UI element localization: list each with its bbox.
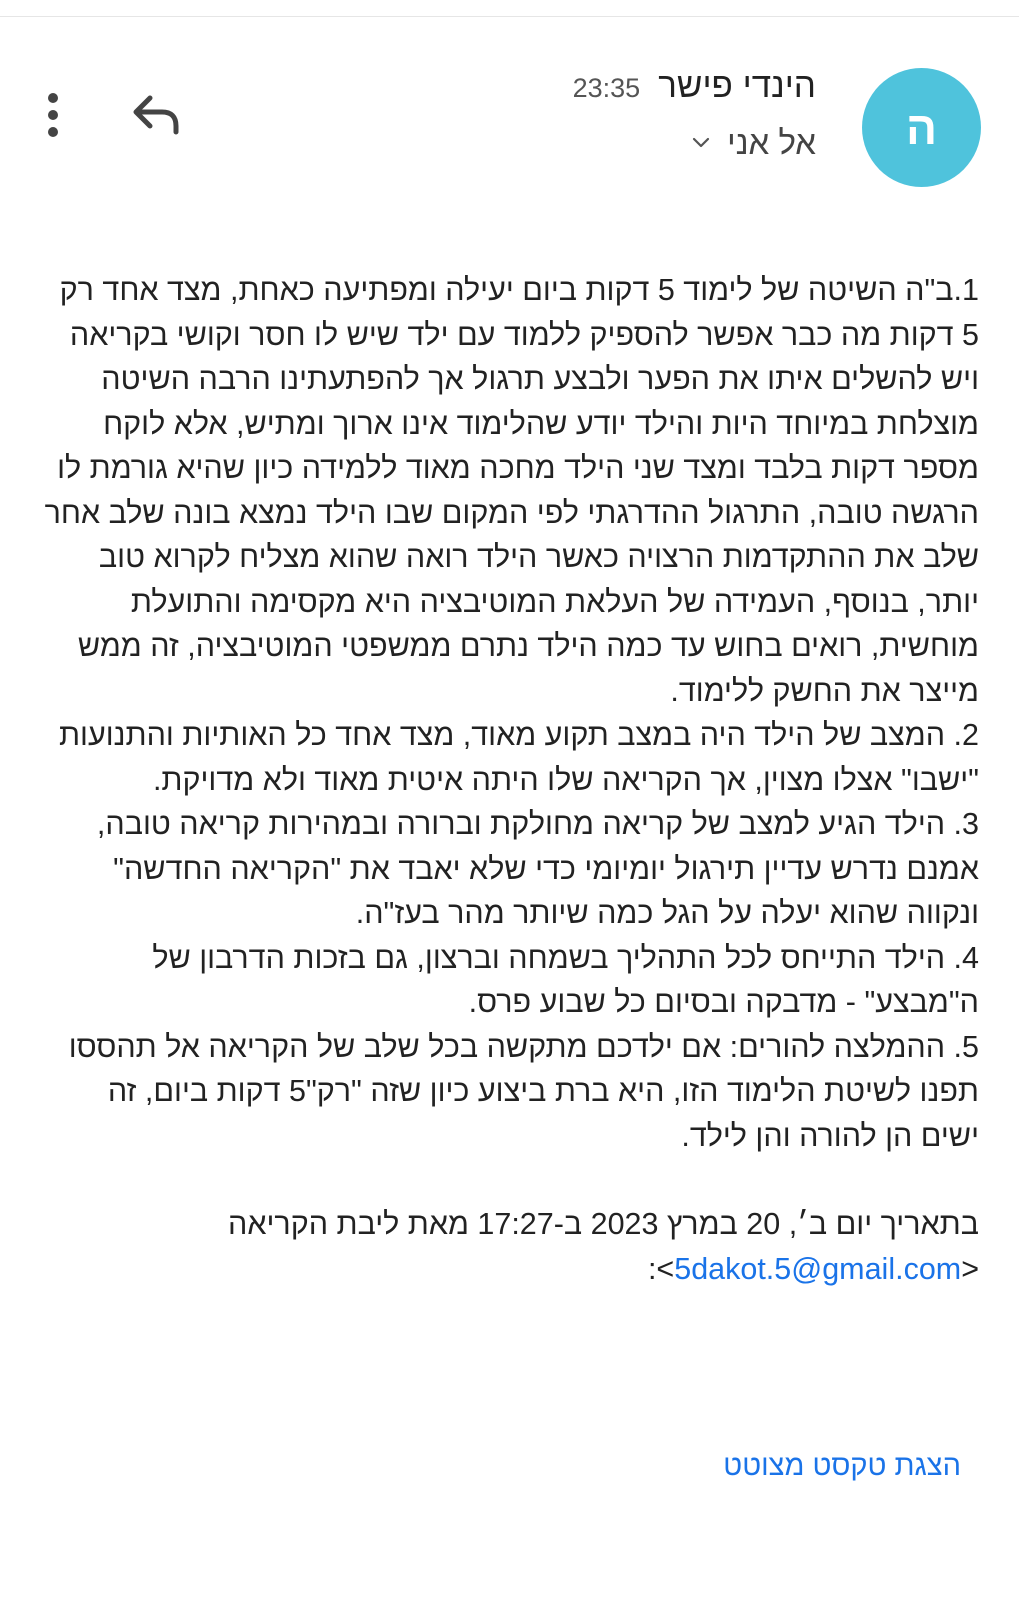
recipient-toggle[interactable]: [689, 124, 816, 162]
sender-avatar[interactable]: [862, 68, 981, 187]
chevron-down-icon: [689, 131, 713, 155]
paragraph-3: 3. הילד הגיע למצב של קריאה מחולקת וברורה ובמהירות קריאה טובה, אמנם נדרש עדיין תירגול יומיומי כדי שלא יאבד את "הקריאה החדשה" ונקווה שהוא יעלה על הגל כמה שיותר מהר בעז"ה.: [96, 807, 979, 930]
quote-bracket-close: >:: [647, 1251, 675, 1286]
avatar-letter: ה: [905, 101, 938, 154]
quote-bracket-open: <: [961, 1251, 979, 1286]
quote-attribution: [44, 1202, 979, 1291]
message-body: [44, 268, 979, 1291]
recipient-label: אל אני: [727, 124, 816, 161]
paragraph-1: 1.ב"ה השיטה של לימוד 5 דקות ביום יעילה ומפתיעה כאחת, מצד אחד רק 5 דקות מה כבר אפשר להספיק ללמוד עם ילד שיש לו חסר וקושי בקריאה ויש להשלים איתו את הפער ולבצע תרגול אך להפתעתינו הרבה השיטה מוצלחת במיוחד היות והילד יודע שהלימוד אינו ארוך ומתיש, אלא לוקח מספר דקות בלבד ומצד שני הילד מחכה מאוד ללמידה כיון שהיא גורמת לו הרגשה טובה, התרגול ההדרגתי לפי המקום שבו הילד נמצא בונה שלב אחר שלב את ההתקדמות הרצויה כאשר הילד רואה שהוא מצליח לקרוא טוב יותר, בנוסף, העמידה של העלאת המוטיבציה היא מקסימה והתועלת מוחשית, רואים בחוש עד כמה הילד נתרם ממשפטי המוטיבציה, זה ממש מייצר את החשק ללימוד.: [44, 273, 979, 708]
paragraph-5: 5. ההמלצה להורים: אם ילדכם מתקשה בכל שלב של הקריאה אל תהססו תפנו לשיטת הלימוד הזו, היא ברת ביצוע כיון שזה "רק"5 דקות ביום, זה ישים הן להורה והן לילד.: [68, 1029, 979, 1153]
reply-icon[interactable]: [128, 90, 184, 142]
paragraph-4: 4. הילד התייחס לכל התהליך בשמחה וברצון, גם בזכות הדרבון של ה"מבצע" - מדבקה ובסיום כל שבוע פרס.: [152, 940, 979, 1019]
show-quoted-text-link[interactable]: הצגת טקסט מצוטט: [723, 1450, 961, 1482]
quote-attribution-text: בתאריך יום ב׳, 20 במרץ 2023 ב-17:27 מאת ליבת הקריאה: [228, 1207, 979, 1241]
message-time: 23:35: [572, 73, 641, 103]
top-divider: [0, 16, 1019, 17]
paragraph-2: 2. המצב של הילד היה במצב תקוע מאוד, מצד אחד כל האותיות והתנועות "ישבו" אצלו מצוין, אך הקריאה שלו היתה איטית מאוד ולא מדויקת.: [58, 718, 979, 797]
more-vert-icon[interactable]: [36, 90, 70, 142]
sender-name[interactable]: הינדי פישר: [658, 66, 816, 105]
sender-email-link[interactable]: 5dakot.5@gmail.com: [674, 1251, 962, 1286]
sender-line: [573, 66, 816, 106]
